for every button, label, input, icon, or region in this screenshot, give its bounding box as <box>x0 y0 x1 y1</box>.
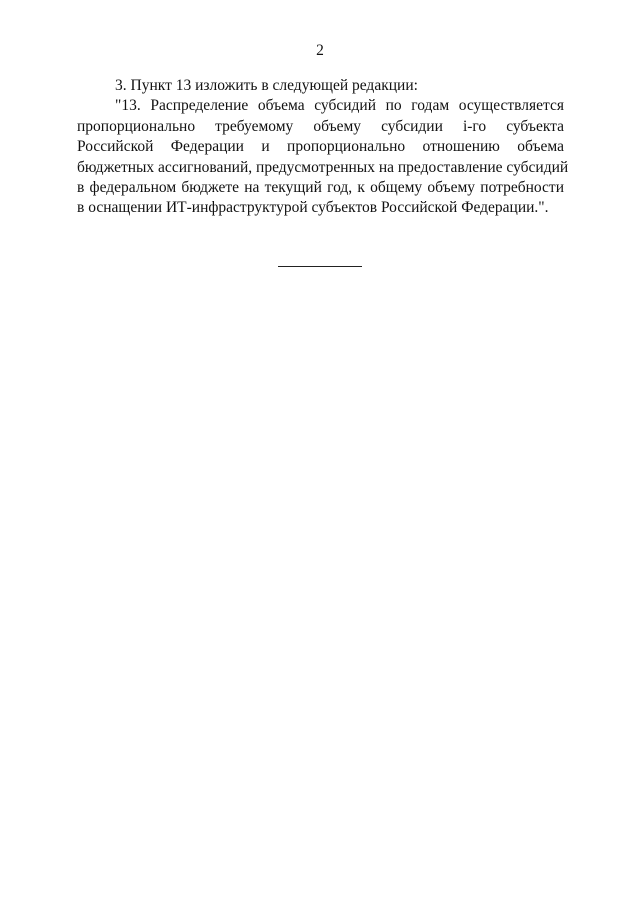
paragraph-point-13 <box>77 96 569 218</box>
paragraph-line: в федеральном бюджете на текущий год, к общему объему потребности <box>77 179 564 197</box>
paragraph-line: в оснащении ИТ-инфраструктурой субъектов Российской Федерации.". <box>77 199 549 217</box>
paragraph-line: пропорционально требуемому объему субсидии i-го субъекта <box>77 117 564 135</box>
paragraph-line: Российской Федерации и пропорционально отношению объема <box>77 138 564 156</box>
paragraph-line: "13. Распределение объема субсидий по годам осуществляется <box>115 97 564 115</box>
paragraph-line: 3. Пункт 13 изложить в следующей редакции: <box>115 77 418 94</box>
paragraph-line: бюджетных ассигнований, предусмотренных на предоставление субсидий <box>77 158 569 176</box>
page-number: 2 <box>316 42 324 59</box>
paragraph-amendment-intro <box>77 76 564 96</box>
document-body <box>77 76 569 219</box>
end-separator-line <box>278 266 362 267</box>
